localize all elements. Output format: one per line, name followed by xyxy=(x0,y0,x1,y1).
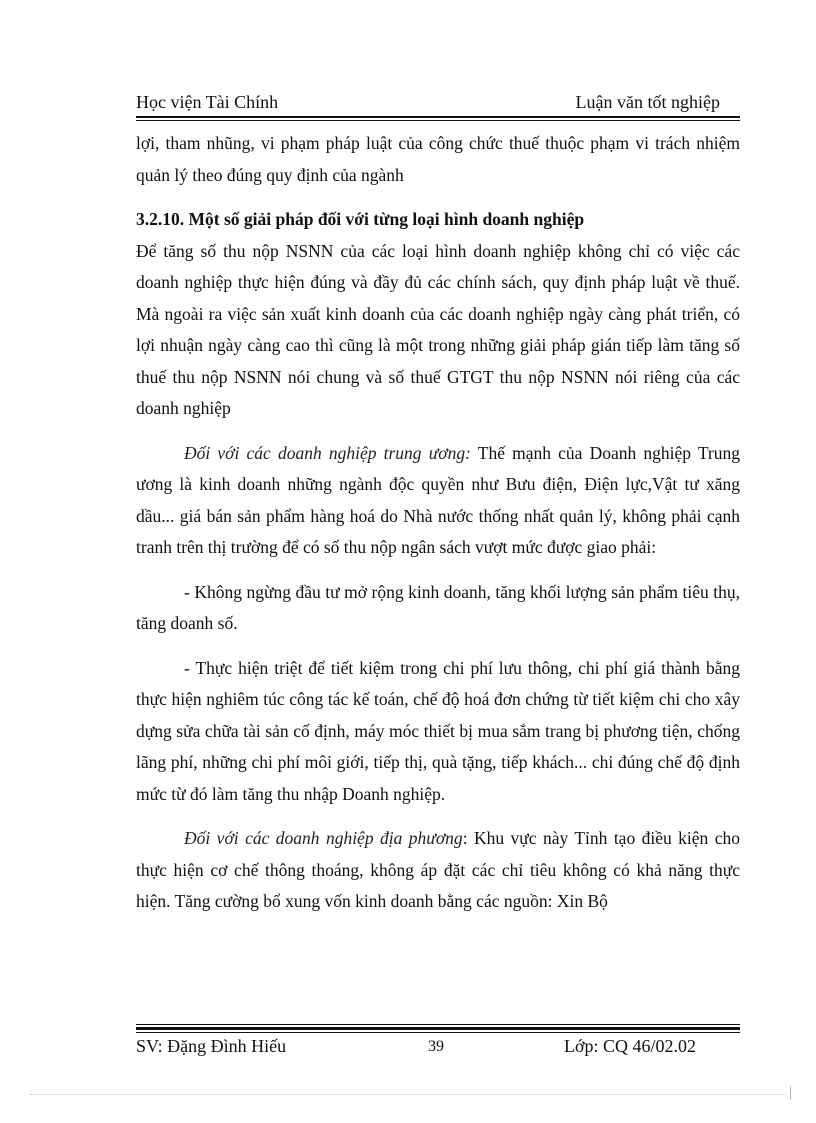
section-heading: 3.2.10. Một số giải pháp đối với từng loại hình doanh nghiệp xyxy=(136,209,585,229)
header-institution: Học viện Tài Chính xyxy=(136,92,279,112)
header-rule-thin xyxy=(136,120,740,121)
footer-rule-bottom xyxy=(136,1032,740,1033)
bullet-save-costs: - Thực hiện triệt để tiết kiệm trong chi phí lưu thông, chi phí giá thành bằng thực hiện nghiêm túc công tác kế toán, chế độ hoá đơn chứng từ tiết kiệm chi cho xây dựng sửa chữa tài sản cố định, máy móc thiết bị mua sắm trang bị phương tiện, chống lãng phí, những chi phí môi giới, tiếp thị, quà tặng, tiếp khách... chi đúng chế độ định mức từ đó làm tăng thu nhập Doanh nghiệp. xyxy=(136,657,740,804)
page-bottom-edge xyxy=(30,1094,786,1095)
page-body xyxy=(136,128,740,918)
bullet-expand-business: - Không ngừng đầu tư mở rộng kinh doanh, tăng khối lượng sản phẩm tiêu thụ, tăng doanh số. xyxy=(136,581,740,633)
paragraph-intro: Để tăng số thu nộp NSNN của các loại hình doanh nghiệp không chỉ có việc các doanh nghiệp thực hiện đúng và đầy đủ các chính sách, quy định pháp luật về thuế. Mà ngoài ra việc sản xuất kinh doanh của các doanh nghiệp ngày càng phát triển, có lợi nhuận ngày càng cao thì cũng là một trong những giải pháp gián tiếp làm tăng số thuế thu nộp NSNN nói chung và số thuế GTGT thu nộp NSNN nói riêng của các doanh nghiệp xyxy=(136,240,740,418)
footer-student-name: SV: Đặng Đình Hiếu xyxy=(136,1036,287,1056)
footer-class: Lớp: CQ 46/02.02 xyxy=(564,1036,697,1056)
page-number: 39 xyxy=(428,1038,444,1055)
paragraph-continued: lợi, tham nhũng, vi phạm pháp luật của công chức thuế thuộc phạm vi trách nhiệm quản lý theo đúng quy định của ngành xyxy=(136,133,740,185)
footer-rule-thick xyxy=(136,1027,740,1030)
central-enterprises-text: Thế mạnh của Doanh nghiệp Trung ương là kinh doanh những ngành độc quyền như Bưu điện, Điện lực,Vật tư xăng dầu... giá bán sản phẩm hàng hoá do Nhà nước thống nhất quản lý, không phải cạnh tranh trên thị trường để có số thu nộp ngân sách vượt mức được giao phải: xyxy=(136,442,740,557)
footer-rule-top xyxy=(136,1024,740,1025)
header-rule xyxy=(136,116,740,118)
paragraph-local-enterprises xyxy=(136,823,740,918)
page-header xyxy=(136,92,740,122)
page-footer xyxy=(136,1024,740,1064)
header-document-type: Luận văn tốt nghiệp xyxy=(575,92,720,112)
local-enterprises-text: : Khu vực này Tỉnh tạo điều kiện cho thực hiện cơ chế thông thoáng, không áp đặt các chỉ tiêu không có khả năng thực hiện. Tăng cường bổ xung vốn kinh doanh bằng các nguồn: Xin Bộ xyxy=(136,828,740,911)
local-enterprises-label: Đối với các doanh nghiệp địa phương xyxy=(184,828,463,848)
central-enterprises-label: Đối với các doanh nghiệp trung ương: xyxy=(184,442,471,463)
paragraph-central-enterprises xyxy=(136,438,740,564)
page-corner-mark xyxy=(790,1086,791,1100)
